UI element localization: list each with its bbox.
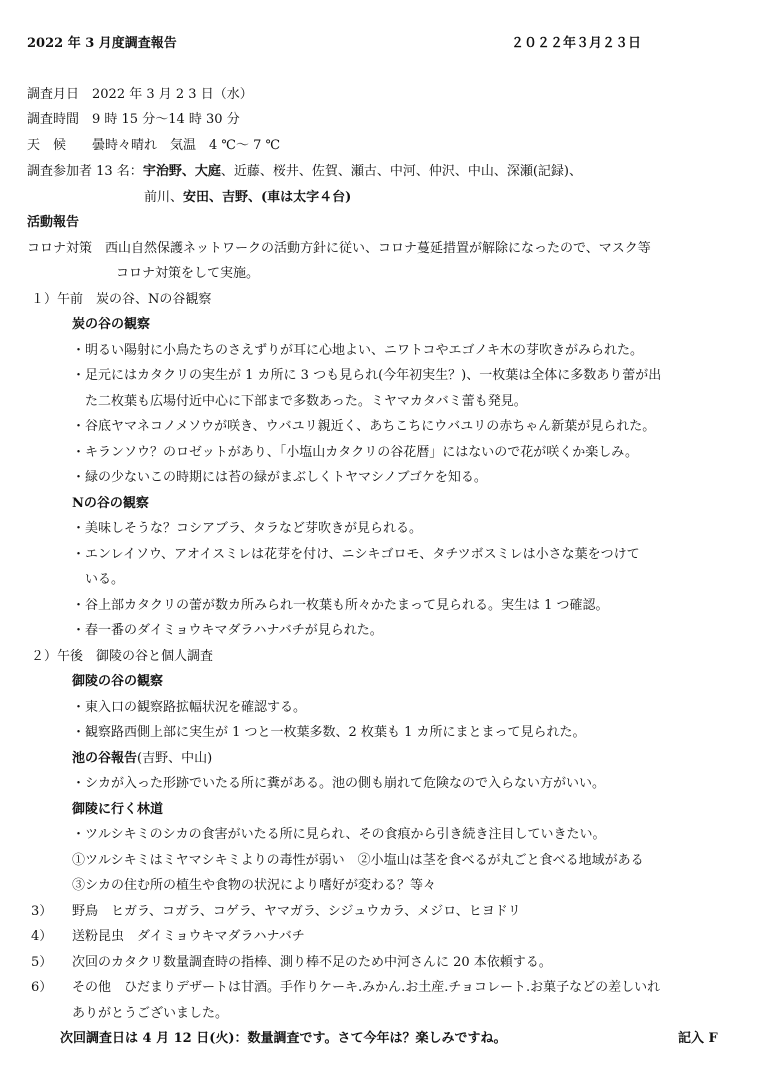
goryo-bullet-1: ・東入口の観察路拡幅状況を確認する。: [72, 700, 307, 715]
road-note-1: ①ツルシキミはミヤマシキミよりの毒性が弱い ②小塩山は茎を食べるが丸ごと食べる地域がある: [72, 853, 644, 868]
weather: 天 候 曇時々晴れ 気温 4 ℃～ 7 ℃: [27, 138, 281, 153]
corona-line-1: コロナ対策 西山自然保護ネットワークの活動方針に従い、コロナ蔓延措置が解除になったので、マスク等: [27, 241, 651, 256]
n-bullet-2a: ・エンレイソウ、アオイスミレは花芽を付け、ニシキゴロモ、タチツボスミレは小さな葉をつけて: [72, 547, 640, 562]
participants-label: 調査参加者 13 名：: [27, 164, 143, 179]
corona-line-2: コロナ対策をして実施。: [116, 266, 260, 281]
ike-valley-reporters: (吉野、中山): [137, 751, 213, 766]
item-4-number: 4）: [31, 929, 53, 944]
n-bullet-1: ・美味しそうな？コシアブラ、タラなど芽吹きが見られる。: [72, 521, 422, 536]
report-title: 2022 年 3 月度調査報告: [27, 36, 177, 51]
item-6-text: その他 ひだまりデザートは甘酒。手作りケーキ.みかん.お土産.チョコレート.お菓子などの差しいれ: [72, 980, 661, 995]
item-6-continued: ありがとうございました。: [72, 1006, 229, 1021]
ike-valley-title: 池の谷報告: [72, 751, 138, 766]
report-date: ２０２２年３月２３日: [511, 36, 642, 51]
section-1-heading: １）午前 炭の谷、Nの谷観察: [31, 292, 212, 307]
ike-bullet-1: ・シカが入った形跡でいたる所に糞がある。池の側も崩れて危険なので入らない方がいい。: [72, 776, 606, 791]
sumi-bullet-2a: ・足元にはカタクリの実生が 1 カ所に 3 つも見られ(今年初実生？)、一枚葉は全体に多数あり蕾が出: [72, 368, 662, 383]
sumi-valley-heading: 炭の谷の観察: [72, 317, 151, 332]
road-note-2: ③シカの住む所の植生や食物の状況により嗜好が変わる？等々: [72, 878, 437, 893]
survey-date: 調査月日 2022 年 3 月 2 3 日（水）: [27, 87, 253, 102]
ike-valley-heading: [72, 752, 212, 765]
recorder-signature: 記入 F: [678, 1031, 718, 1046]
item-3-text: 野鳥 ヒガラ、コガラ、コゲラ、ヤマガラ、シジュウカラ、メジロ、ヒヨドリ: [72, 904, 521, 919]
item-5-text: 次回のカタクリ数量調査時の指棒、測り棒不足のため中河さんに 20 本依頼する。: [72, 955, 552, 970]
n-valley-heading: Nの谷の観察: [72, 496, 149, 511]
survey-time: 調査時間 9 時 15 分～14 時 30 分: [27, 112, 240, 127]
item-6-number: 6）: [31, 980, 53, 995]
sumi-bullet-2b: た二枚葉も広場付近中心に下部まで多数あった。ミヤマカタバミ蕾も発見。: [85, 394, 527, 409]
item-5-number: 5）: [31, 955, 53, 970]
participants-rest: 、近藤、桜井、佐賀、瀬古、中河、仲沢、中山、深瀬(記録)、: [220, 164, 582, 179]
participants-line-2: [144, 191, 351, 204]
n-bullet-4: ・春一番のダイミョウキマダラハナバチが見られた。: [72, 623, 383, 638]
goryo-valley-heading: 御陵の谷の観察: [72, 674, 164, 689]
item-4-text: 送粉昆虫 ダイミョウキマダラハナバチ: [72, 929, 305, 944]
sumi-bullet-3: ・谷底ヤマネコノメソウが咲き、ウバユリ親近く、あちこちにウバユリの赤ちゃん新葉が見られた。: [72, 419, 656, 434]
participants-drivers-2: 安田、吉野、(車は太字４台): [183, 190, 352, 205]
sumi-bullet-5: ・緑の少ないこの時期には苔の緑がまぶしくトヤマシノブゴケを知る。: [72, 470, 487, 485]
next-survey-note: 次回調査日は 4 月 12 日(火)：数量調査です。さて今年は？楽しみですね。: [60, 1031, 507, 1046]
forest-road-heading: 御陵に行く林道: [72, 802, 164, 817]
section-2-heading: ２）午後 御陵の谷と個人調査: [31, 649, 214, 664]
item-3-number: 3）: [31, 904, 53, 919]
goryo-bullet-2: ・観察路西側上部に実生が 1 つと一枚葉多数、2 枚葉も 1 カ所にまとまって見られた。: [72, 725, 586, 740]
participants-line-1: [27, 165, 582, 178]
sumi-bullet-1: ・明るい陽射に小鳥たちのさえずりが耳に心地よい、ニワトコやエゴノキ木の芽吹きがみられた。: [72, 343, 643, 358]
road-bullet-1: ・ツルシキミのシカの食害がいたる所に見られ、その食痕から引き続き注目していきたい。: [72, 827, 606, 842]
participants-drivers-1: 宇治野、大庭: [142, 164, 221, 179]
sumi-bullet-4: ・キランソウ？のロゼットがあり、「小塩山カタクリの谷花暦」にはないので花が咲くか楽しみ。: [72, 445, 639, 460]
n-bullet-2b: いる。: [85, 572, 125, 587]
n-bullet-3: ・谷上部カタクリの蕾が数カ所みられ一枚葉も所々かたまって見られる。実生は 1 つ確認。: [72, 598, 609, 613]
participants-line2a: 前川、: [144, 190, 184, 205]
activity-heading: 活動報告: [27, 215, 80, 230]
